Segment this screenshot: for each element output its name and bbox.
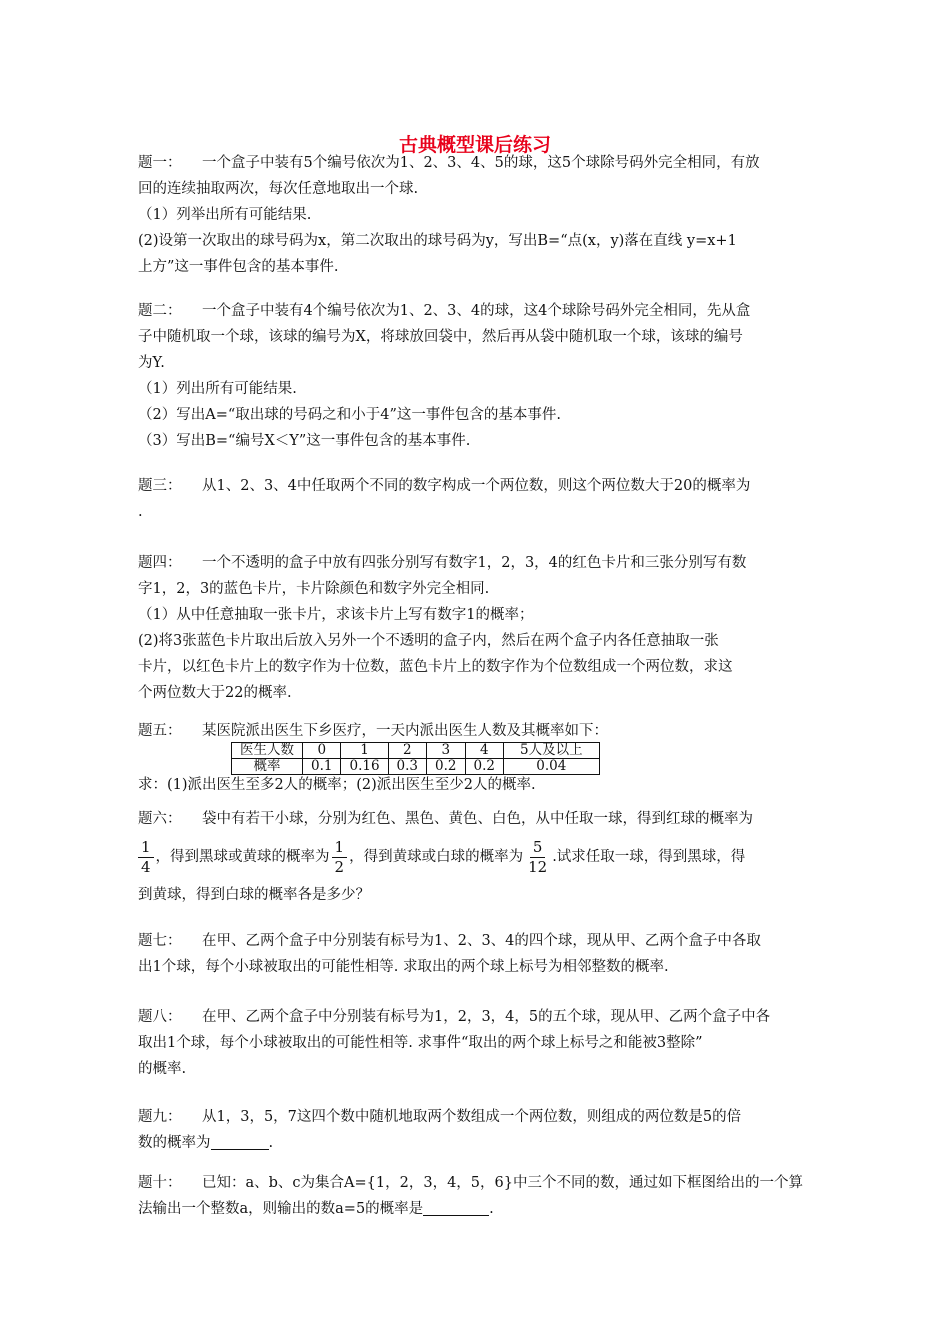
question-9: 题九： 从1，3，5，7这四个数中随机地取两个数组成一个两位数，则组成的两位数是5的倍 数的概率为 . xyxy=(138,1104,818,1156)
table-header-row xyxy=(232,743,600,759)
question-label: 题六： xyxy=(138,811,182,827)
table-cell: 0 xyxy=(303,743,341,759)
table-cell: 0.1 xyxy=(303,759,341,775)
table-cell: 0.04 xyxy=(504,759,600,775)
fraction-five-twelfths: $\frac{5}{12}$ xyxy=(528,837,548,876)
question-10: 题十： 已知：a、b、c为集合A={1，2，3，4，5，6}中三个不同的数，通过如下框图给出的一个算 法输出一个整数a，则输出的数a=5的概率是 . xyxy=(138,1170,818,1222)
table-cell: 1 xyxy=(341,743,388,759)
table-cell: 5人及以上 xyxy=(504,743,600,759)
question-label: 题八： xyxy=(138,1009,182,1025)
fraction-one-half: $\frac{1}{2}$ xyxy=(332,838,348,877)
question-1: 题一： 一个盒子中装有5个编号依次为1、2、3、4、5的球，这5个球除号码外完全相同，有放 回的连续抽取两次，每次任意地取出一个球. （1）列举出所有可能结果. (2)设第一次取出的球号码为x，第二次取出的球号码为y，写出B=“点(x，y)落在直线 y=x+1 上方”这一事件包含的基本事件. xyxy=(138,150,818,280)
answer-blank xyxy=(211,1133,269,1150)
question-6: 题六： 袋中有若干小球，分别为红色、黑色、黄色、白色，从中任取一球，得到红球的概率为 $\frac{1}{4}$ ，得到黑球或黄球的概率为 $\frac{1}{2}$ ，得到黄球或白球的概率为 $\frac{5}{12}$ .试求任取一球，得到黑球，得 到黄球，得到白球的概率各是多少？ xyxy=(138,806,818,908)
question-label: 题十： xyxy=(138,1175,182,1191)
question-label: 题七： xyxy=(138,933,182,949)
table-cell: 医生人数 xyxy=(232,743,303,759)
table-cell: 0.2 xyxy=(465,759,503,775)
probability-table xyxy=(231,742,600,775)
question-label: 题四： xyxy=(138,555,182,571)
page-title: 古典概型课后练习 xyxy=(398,134,551,156)
question-2: 题二： 一个盒子中装有4个编号依次为1、2、3、4的球，这4个球除号码外完全相同，先从盒 子中随机取一个球，该球的编号为X，将球放回袋中，然后再从袋中随机取一个球，该球的编号 为Y. （1）列出所有可能结果. （2）写出A=“取出球的号码之和小于4”这一事件包含的基本事件. （3）写出B=“编号X＜Y”这一事件包含的基本事件. xyxy=(138,298,818,454)
question-label: 题九： xyxy=(138,1109,182,1125)
table-cell: 0.3 xyxy=(388,759,426,775)
question-3: 题三： 从1、2、3、4中任取两个不同的数字构成一个两位数，则这个两位数大于20的概率为 . xyxy=(138,473,818,525)
table-cell: 4 xyxy=(465,743,503,759)
question-4: 题四： 一个不透明的盒子中放有四张分别写有数字1，2，3，4的红色卡片和三张分别写有数 字1，2，3的蓝色卡片，卡片除颜色和数字外完全相同. （1）从中任意抽取一张卡片，求该卡片上写有数字1的概率； (2)将3张蓝色卡片取出后放入另外一个不透明的盒子内，然后在两个盒子内各任意抽取一张 卡片，以红色卡片上的数字作为十位数，蓝色卡片上的数字作为个位数组成一个两位数，求这 个两位数大于22的概率. xyxy=(138,550,818,706)
table-cell: 概率 xyxy=(232,759,303,775)
answer-blank xyxy=(423,1199,489,1216)
question-8: 题八： 在甲、乙两个盒子中分别装有标号为1，2，3，4，5的五个球，现从甲、乙两个盒子中各 取出1个球，每个小球被取出的可能性相等. 求事件“取出的两个球上标号之和能被3整除” 的概率. xyxy=(138,1004,818,1082)
table-cell: 0.16 xyxy=(341,759,388,775)
question-label: 题五： xyxy=(138,723,182,739)
table-cell: 2 xyxy=(388,743,426,759)
question-7: 题七： 在甲、乙两个盒子中分别装有标号为1、2、3、4的四个球，现从甲、乙两个盒子中各取 出1个球，每个小球被取出的可能性相等. 求取出的两个球上标号为相邻整数的概率. xyxy=(138,928,818,980)
table-cell: 0.2 xyxy=(427,759,465,775)
table-row xyxy=(232,759,600,775)
table-cell: 3 xyxy=(427,743,465,759)
fraction-one-quarter: $\frac{1}{4}$ xyxy=(138,838,154,877)
question-5: 题五： 某医院派出医生下乡医疗，一天内派出医生人数及其概率如下： 医生人数 0 1 2 3 4 5人及以上 概率 0.1 0.16 0.3 0.2 0.2 0.04 求：(1)派出医生至多2人的概率；(2)派出医生至少2人的概率. xyxy=(138,720,818,795)
question-label: 题一： xyxy=(138,155,182,171)
question-label: 题三： xyxy=(138,478,182,494)
question-label: 题二： xyxy=(138,303,182,319)
